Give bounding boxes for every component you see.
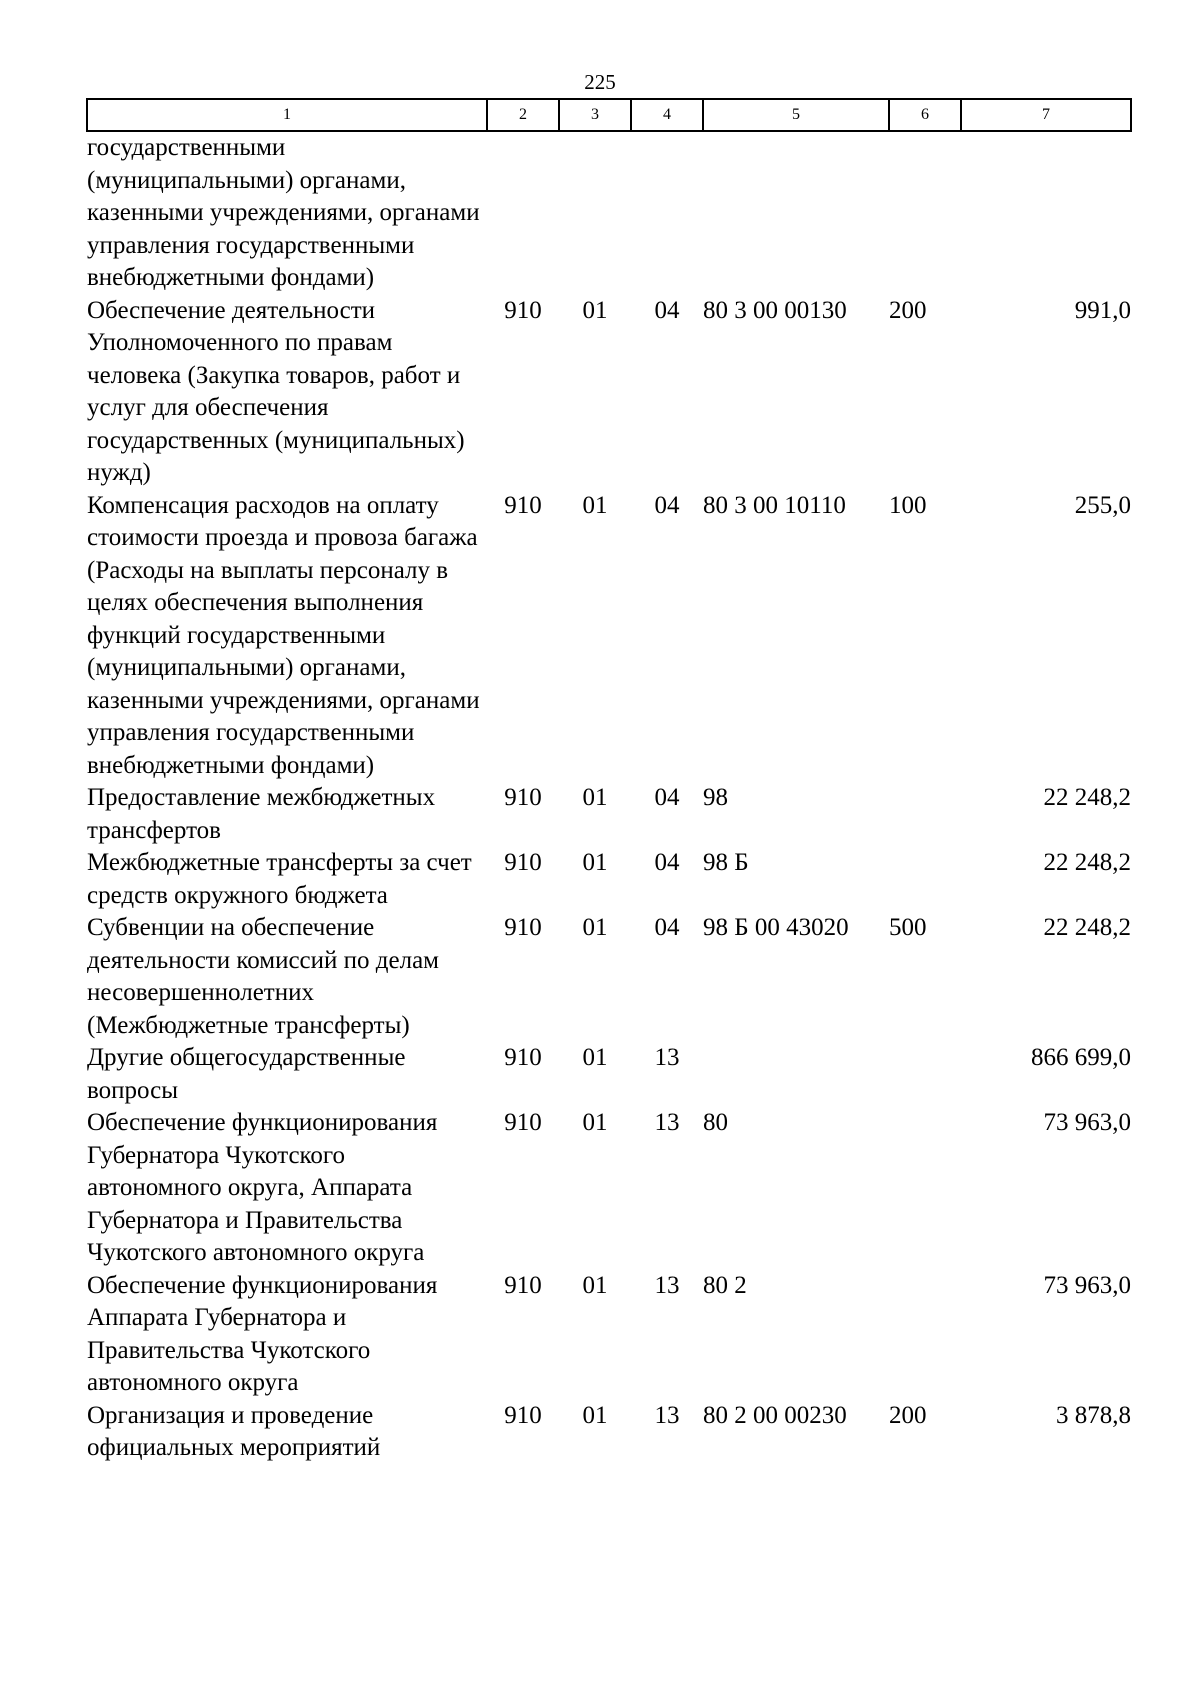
- expense-type-cell: [889, 847, 961, 912]
- column-header: 6: [889, 99, 961, 131]
- ministry-code-cell: 910: [504, 491, 542, 519]
- subsection-code-cell: 04: [654, 491, 680, 519]
- ministry-code-cell: 910: [504, 296, 542, 324]
- target-article-cell: 98 Б: [703, 849, 749, 876]
- ministry-code-cell: 910: [504, 784, 542, 811]
- section-code-cell: 01: [582, 296, 608, 324]
- table-row: [87, 131, 1131, 295]
- table-row: [87, 1042, 1131, 1107]
- expense-type-cell: 200: [889, 1401, 927, 1429]
- target-article-cell: 80 3 00 10110: [703, 491, 846, 519]
- page-number: 225: [584, 70, 616, 94]
- amount-cell: 22 248,2: [1043, 784, 1131, 811]
- subsection-code-cell: 04: [654, 296, 680, 324]
- expense-type-cell: [889, 1107, 961, 1270]
- section-code-cell: 01: [582, 914, 608, 941]
- expense-type-cell: [889, 782, 961, 847]
- target-article-cell: 98 Б 00 43020: [703, 914, 849, 941]
- amount-cell: [961, 131, 1131, 295]
- table-row: [87, 782, 1131, 847]
- row-name-cell: Компенсация расходов на оплату стоимости проезда и провоза багажа (Расходы на выплаты персоналу в целях обеспечения выполнения функций государственными (муниципальными) органами, казенными учреждениями, органами управления государственными внебюджетными фондами): [87, 491, 480, 779]
- section-code-cell: 01: [582, 491, 608, 519]
- expense-type-cell: [889, 1270, 961, 1400]
- subsection-code-cell: 13: [654, 1044, 680, 1071]
- target-article-cell: 80 2 00 00230: [703, 1401, 847, 1429]
- table-row: [87, 295, 1131, 490]
- subsection-code-cell: 13: [654, 1401, 680, 1429]
- target-article-cell: [703, 131, 889, 295]
- ministry-code-cell: 910: [504, 1401, 542, 1429]
- ministry-code-cell: 910: [504, 849, 542, 876]
- subsection-code-cell: 04: [654, 784, 680, 811]
- ministry-code-cell: 910: [504, 1271, 542, 1299]
- amount-cell: 22 248,2: [1043, 849, 1131, 876]
- column-header: 3: [559, 99, 631, 131]
- table-row: [87, 490, 1131, 783]
- expense-type-cell: 200: [889, 296, 927, 324]
- ministry-code-cell: [487, 131, 559, 295]
- ministry-code-cell: 910: [504, 914, 542, 941]
- budget-table: [86, 98, 1132, 1465]
- ministry-code-cell: 910: [504, 1044, 542, 1071]
- section-code-cell: 01: [582, 1109, 608, 1136]
- expense-type-cell: 100: [889, 491, 927, 519]
- column-header: 2: [487, 99, 559, 131]
- section-code-cell: 01: [582, 784, 608, 811]
- expense-type-cell: 500: [889, 914, 927, 941]
- table-row: [87, 1400, 1131, 1465]
- subsection-code-cell: 04: [654, 849, 680, 876]
- amount-cell: 73 963,0: [1043, 1271, 1131, 1299]
- row-name-cell: Обеспечение функционирования Губернатора Чукотского автономного округа, Аппарата Губернатора и Правительства Чукотского автономного округа: [87, 1109, 438, 1266]
- column-header: 4: [631, 99, 703, 131]
- subsection-code-cell: 13: [654, 1271, 680, 1299]
- row-name-cell: Субвенции на обеспечение деятельности комиссий по делам несовершеннолетних (Межбюджетные трансферты): [87, 914, 440, 1039]
- table-row: [87, 847, 1131, 912]
- target-article-cell: 80: [703, 1109, 728, 1136]
- target-article-cell: 80 2: [703, 1271, 747, 1299]
- amount-cell: 866 699,0: [1031, 1044, 1131, 1071]
- subsection-code-cell: 04: [654, 914, 680, 941]
- row-name-cell: Межбюджетные трансферты за счет средств окружного бюджета: [87, 849, 472, 909]
- table-header-row: [87, 99, 1131, 131]
- row-name-cell: Обеспечение деятельности Уполномоченного по правам человека (Закупка товаров, работ и услуг для обеспечения государственных (муниципальных) нужд): [87, 296, 465, 486]
- column-header: 7: [961, 99, 1131, 131]
- target-article-cell: 98: [703, 784, 728, 811]
- amount-cell: 991,0: [1074, 296, 1131, 324]
- amount-cell: 255,0: [1074, 491, 1131, 519]
- row-name-cell: Организация и проведение официальных мероприятий: [87, 1401, 381, 1461]
- amount-cell: 3 878,8: [1056, 1401, 1131, 1429]
- table-row: [87, 1270, 1131, 1400]
- amount-cell: 22 248,2: [1043, 914, 1131, 941]
- section-code-cell: [559, 131, 631, 295]
- row-name-cell: Другие общегосударственные вопросы: [87, 1044, 406, 1104]
- column-header: 5: [703, 99, 889, 131]
- amount-cell: 73 963,0: [1043, 1109, 1131, 1136]
- subsection-code-cell: [631, 131, 703, 295]
- table-row: [87, 912, 1131, 1042]
- section-code-cell: 01: [582, 1044, 608, 1071]
- expense-type-cell: [889, 131, 961, 295]
- row-name-cell: государственными (муниципальными) органами, казенными учреждениями, органами управления государственными внебюджетными фондами): [87, 134, 480, 291]
- target-article-cell: [703, 1042, 889, 1107]
- section-code-cell: 01: [582, 1401, 608, 1429]
- row-name-cell: Предоставление межбюджетных трансфертов: [87, 784, 436, 844]
- row-name-cell: Обеспечение функционирования Аппарата Губернатора и Правительства Чукотского автономного округа: [87, 1271, 438, 1396]
- expense-type-cell: [889, 1042, 961, 1107]
- ministry-code-cell: 910: [504, 1109, 542, 1136]
- section-code-cell: 01: [582, 849, 608, 876]
- table-row: [87, 1107, 1131, 1270]
- column-header: 1: [87, 99, 487, 131]
- target-article-cell: 80 3 00 00130: [703, 296, 847, 324]
- subsection-code-cell: 13: [654, 1109, 680, 1136]
- section-code-cell: 01: [582, 1271, 608, 1299]
